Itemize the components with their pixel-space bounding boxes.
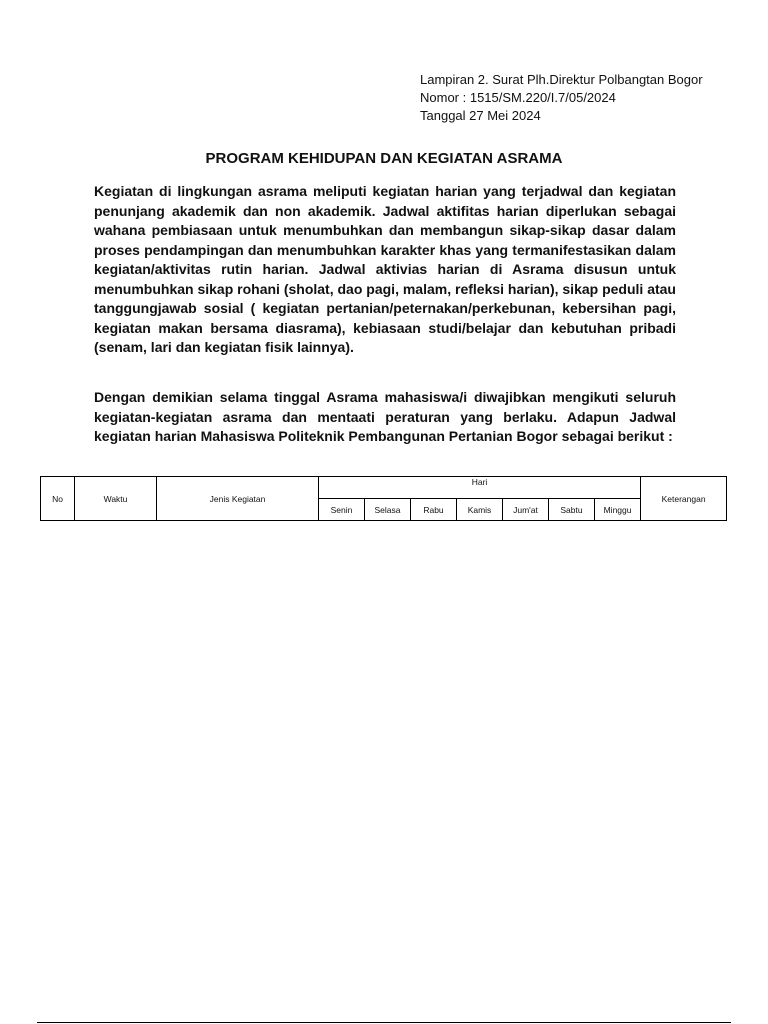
header-waktu: Waktu (75, 477, 157, 521)
header-no: No (41, 477, 75, 521)
letter-header (420, 71, 703, 125)
header-attachment-line: Lampiran 2. Surat Plh.Direktur Polbangtan Bogor (420, 72, 703, 87)
day-header: Sabtu (549, 499, 595, 521)
day-header: Jum'at (503, 499, 549, 521)
day-header: Senin (319, 499, 365, 521)
header-hari: Hari (319, 477, 641, 499)
header-date-line: Tanggal 27 Mei 2024 (420, 108, 541, 123)
page-bottom-rule (37, 1022, 731, 1023)
page-title: PROGRAM KEHIDUPAN DAN KEGIATAN ASRAMA (205, 150, 563, 167)
intro-paragraph: Kegiatan di lingkungan asrama meliputi kegiatan harian yang terjadwal dan kegiatan penunjang akademik dan non akademik. Jadwal aktifitas harian diperlukan sebagai wahana pembiasaan untuk menumbuhkan dan membangun sikap-sikap dasar dalam proses pendampingan dan menumbuhkan karakter khas yang termanifestasikan dalam kegiatan/aktivitas rutin harian. Jadwal aktivias harian di Asrama disusun untuk menumbuhkan sikap rohani (sholat, dao pagi, malam, refleksi harian), sikap peduli atau tanggungjawab sosial ( kegiatan pertanian/peternakan/perkebunan, kebersihan pagi, kegiatan makan bersama diasrama), kebiasaan studi/belajar dan kebutuhan pribadi (senam, lari dan kegiatan fisik lainnya). (94, 183, 676, 355)
day-header: Selasa (365, 499, 411, 521)
header-jenis-kegiatan: Jenis Kegiatan (157, 477, 319, 521)
daily-schedule-table (40, 476, 727, 521)
header-keterangan: Keterangan (641, 477, 727, 521)
schedule-intro-paragraph: Dengan demikian selama tinggal Asrama mahasiswa/i diwajibkan mengikuti seluruh kegiatan-kegiatan asrama dan mentaati peraturan yang berlaku. Adapun Jadwal kegiatan harian Mahasiswa Politeknik Pembangunan Pertanian Bogor sebagai berikut : (94, 389, 676, 444)
day-header: Kamis (457, 499, 503, 521)
header-number-line: Nomor : 1515/SM.220/I.7/05/2024 (420, 90, 616, 105)
day-header: Minggu (595, 499, 641, 521)
day-header: Rabu (411, 499, 457, 521)
